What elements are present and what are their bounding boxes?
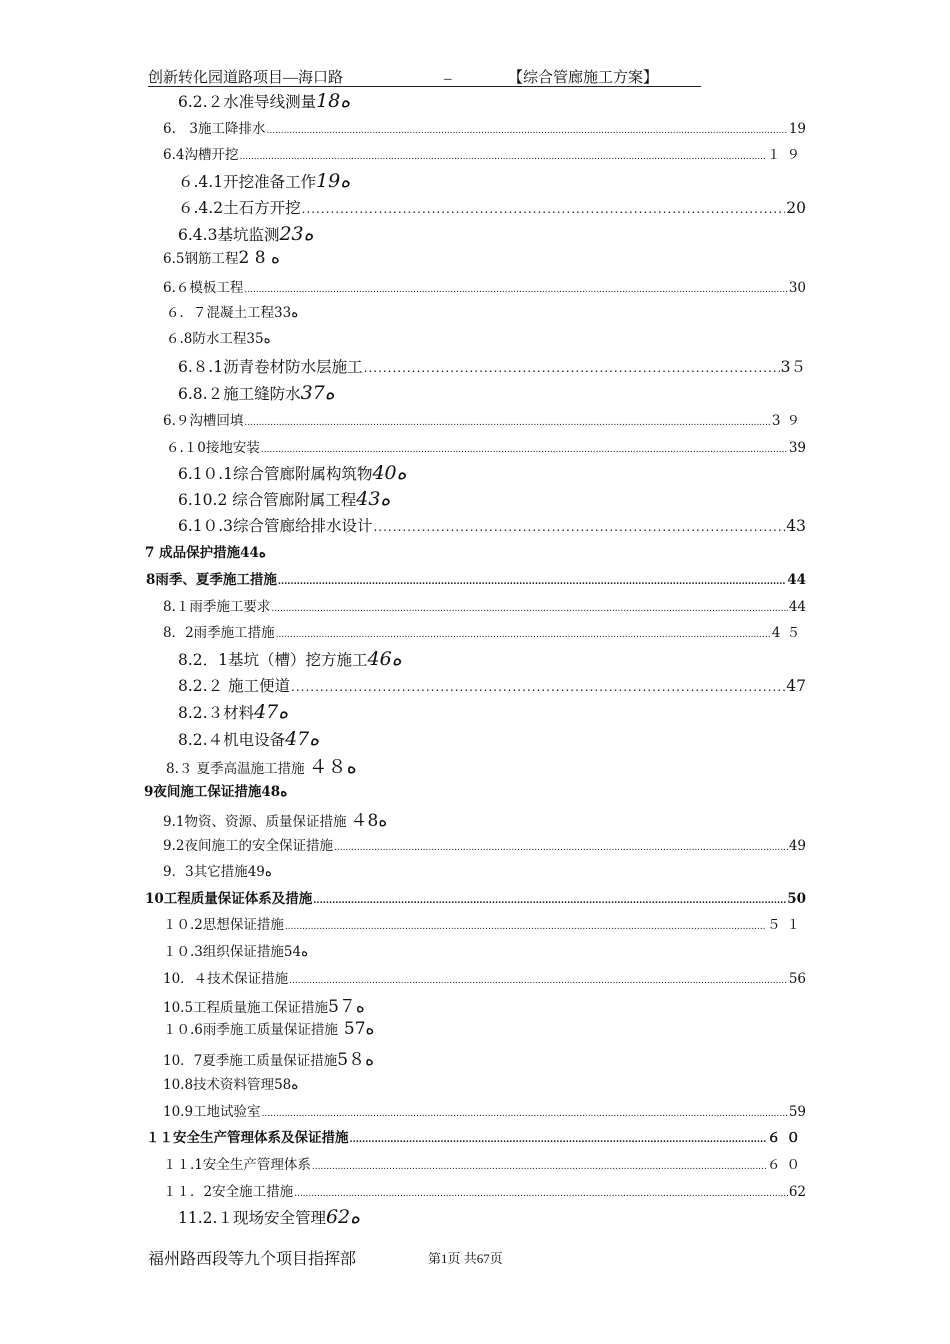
toc-entry[interactable]: 10.8技术资料管理 58ه xyxy=(163,1077,299,1093)
toc-entry[interactable]: 8．2雨季施工措施 ..... 4５ xyxy=(163,621,806,641)
toc-entry[interactable]: 6.６模板工程 ..... 30 xyxy=(163,276,806,296)
toc-entry[interactable]: 11.2.１现场安全管理 62ه xyxy=(178,1206,361,1228)
toc-entry[interactable]: 6. 3施工降排水 ..... 19 xyxy=(163,117,806,137)
header-doc-title: 【综合管廊施工方案】 xyxy=(508,70,659,86)
toc-entry[interactable]: ６．７混凝土工程 33ه xyxy=(166,305,299,321)
toc-entry[interactable]: １１.1安全生产管理体系 ..... ６０ xyxy=(163,1153,806,1173)
toc-entry[interactable]: 9夜间施工保证措施 48ه xyxy=(144,784,288,800)
toc-entry[interactable]: 6.4.3基坑监测 23ه xyxy=(178,223,314,245)
toc-entry[interactable]: 8.2.４机电设备 47ه xyxy=(178,728,320,750)
toc-entry[interactable]: 7 成品保护措施 44ه xyxy=(145,545,266,561)
toc-entry[interactable]: 10工程质量保证体系及措施 ..... 50 xyxy=(145,887,806,907)
toc-entry[interactable]: 10.9工地试验室 ..... 59 xyxy=(163,1100,806,1120)
toc-entry[interactable]: ６.１0接地安装 ..... 39 xyxy=(166,436,806,456)
toc-entry[interactable]: 8.2.２ 施工便道 ..... 47 xyxy=(178,674,806,696)
toc-entry[interactable]: ６.8防水工程 35ه xyxy=(166,331,271,347)
toc-entry[interactable]: 8.2．1基坑（槽）挖方施工 46ه xyxy=(178,648,402,670)
toc-entry[interactable]: １１．2安全施工措施 ..... 62 xyxy=(163,1180,806,1200)
toc-entry[interactable]: １０.6雨季施工质量保证措施 57ه xyxy=(163,1019,375,1039)
toc-entry[interactable]: 6.2.２水准导线测量 18ه xyxy=(178,90,351,112)
toc-entry[interactable]: 6.8.２施工缝防水 37ه xyxy=(178,382,335,404)
toc-entry[interactable]: 6.９沟槽回填 ..... 3９ xyxy=(163,409,806,429)
header-separator: _ xyxy=(444,66,452,82)
toc-entry[interactable]: 10．４技术保证措施 ..... 56 xyxy=(163,967,806,987)
toc-entry[interactable]: 6.８.1沥青卷材防水层施工 ..... 3５ xyxy=(178,355,806,377)
toc-entry[interactable]: １０.2思想保证措施 ..... ５１ xyxy=(163,913,806,933)
toc-entry[interactable]: 9．3其它措施 49ه xyxy=(163,864,272,880)
toc-entry[interactable]: 9.2夜间施工的安全保证措施 ..... 49 xyxy=(163,834,806,854)
page-header xyxy=(148,66,701,87)
toc-entry[interactable]: ６.4.2土石方开挖 ..... 20 xyxy=(178,196,806,218)
toc-entry[interactable]: １０.3组织保证措施 54ه xyxy=(163,944,309,960)
toc-entry[interactable]: 6.4沟槽开挖 ..... １９ xyxy=(163,143,806,163)
toc-entry[interactable]: 6.5钢筋工程 2 8 ه xyxy=(163,248,280,268)
toc-entry[interactable]: ６.4.1开挖准备工作 19ه xyxy=(178,170,351,192)
header-project: 创新转化园道路项目—海口路 xyxy=(148,70,344,86)
toc-entry[interactable]: 6.10.2 综合管廊附属工程 43ه xyxy=(178,488,391,510)
toc-entry[interactable]: 8.１雨季施工要求 ..... 44 xyxy=(163,595,806,615)
toc-entry[interactable]: １１安全生产管理体系及保证措施 ..... ６０ xyxy=(146,1126,806,1146)
toc-entry[interactable]: 6.1０.3综合管廊给排水设计 ..... 43 xyxy=(178,514,806,536)
toc-entry[interactable]: 8.３ 夏季高温施工措施 ４８ه xyxy=(166,756,357,778)
toc-entry[interactable]: 10．7夏季施工质量保证措施 5８ه xyxy=(163,1050,375,1070)
toc-entry[interactable]: 6.1０.1综合管廊附属构筑物 40ه xyxy=(178,462,407,484)
footer-page-number: 第1页 共67页 xyxy=(428,1251,503,1266)
toc-entry[interactable]: 9.1物资、资源、质量保证措施 ４8ه xyxy=(163,811,388,831)
toc-entry[interactable]: 8雨季、夏季施工措施 ..... 44 xyxy=(146,568,806,588)
toc-entry[interactable]: 8.2.３材料 47ه xyxy=(178,701,289,723)
toc-entry[interactable]: 10.5工程质量施工保证措施 5７ه xyxy=(163,997,365,1017)
footer-organization: 福州路西段等九个项目指挥部 xyxy=(148,1251,357,1268)
